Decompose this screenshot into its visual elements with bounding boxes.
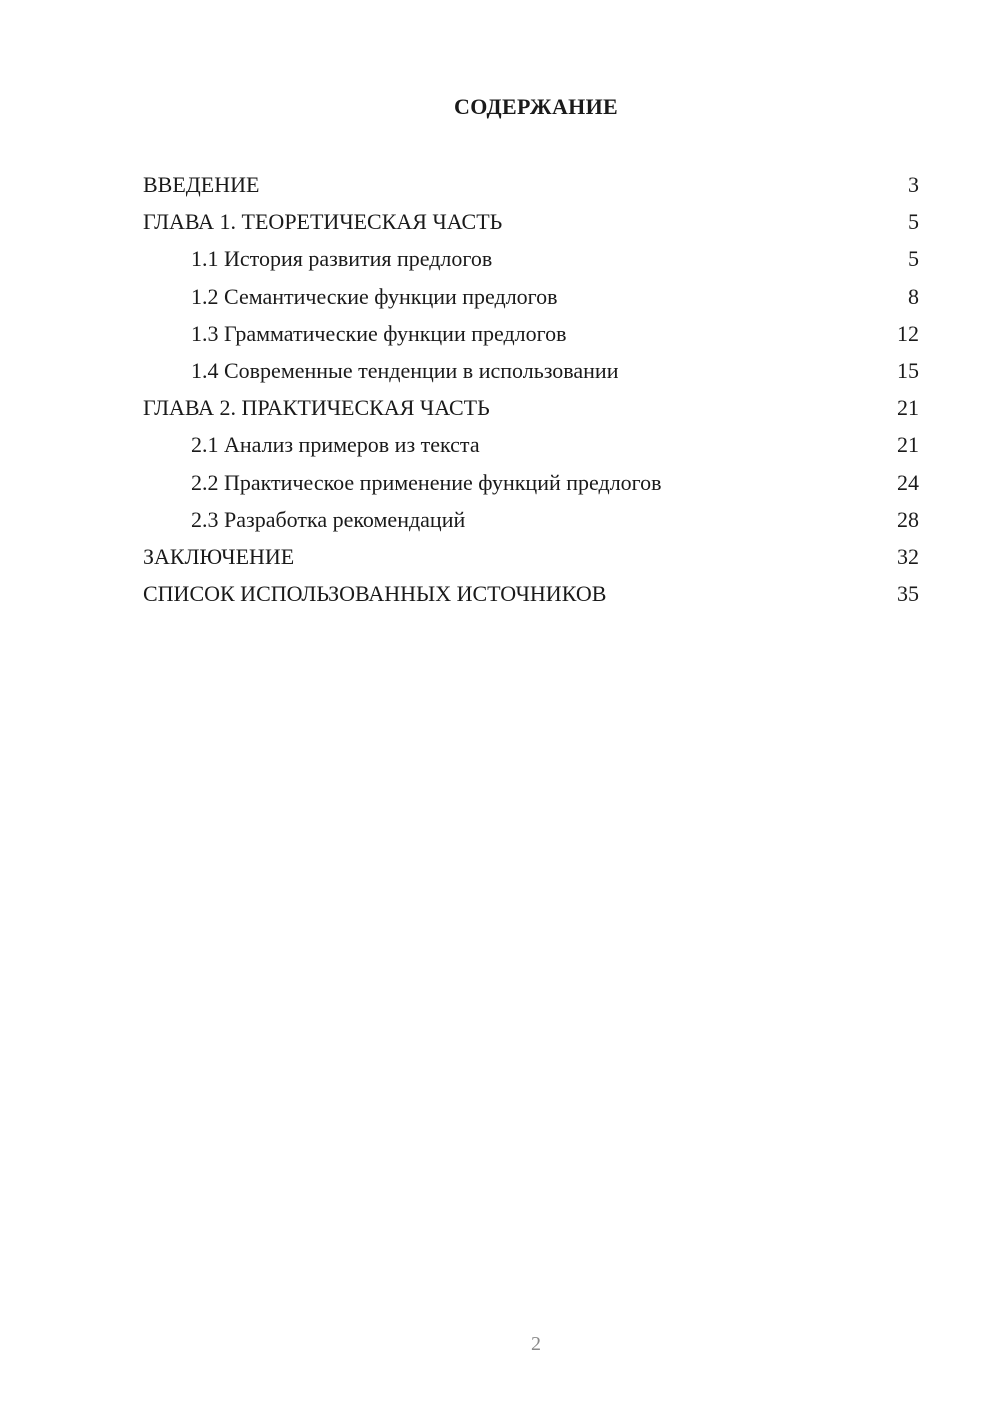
toc-entry-label: 2.3 Разработка рекомендаций (191, 506, 466, 532)
toc-entry[interactable] (143, 575, 919, 612)
toc-entry-page: 12 (897, 320, 919, 346)
toc-entry-page: 3 (908, 172, 919, 197)
toc-entry-page: 28 (897, 506, 919, 532)
toc-entry[interactable] (143, 389, 919, 426)
toc-entry-label: 2.2 Практическое применение функций предлогов (191, 469, 662, 495)
toc-entry-label: 1.3 Грамматические функции предлогов (191, 320, 567, 346)
toc-subentry[interactable] (143, 464, 919, 501)
toc-subentry[interactable] (143, 240, 919, 277)
toc-entry-page: 32 (897, 543, 919, 569)
toc-entry-page: 35 (897, 581, 919, 607)
toc-entry[interactable] (143, 203, 919, 240)
toc-entry-label: ЗАКЛЮЧЕНИЕ (143, 543, 295, 569)
toc-title: СОДЕРЖАНИЕ (454, 94, 618, 119)
toc-entry-page: 15 (897, 357, 919, 383)
toc-entry-label: ГЛАВА 1. ТЕОРЕТИЧЕСКАЯ ЧАСТЬ (143, 209, 503, 235)
toc-entry-label: ГЛАВА 2. ПРАКТИЧЕСКАЯ ЧАСТЬ (143, 395, 490, 421)
toc-entry-label: 1.4 Современные тенденции в использовании (191, 357, 619, 383)
toc-entry-label: СПИСОК ИСПОЛЬЗОВАННЫХ ИСТОЧНИКОВ (143, 581, 607, 607)
toc-entry-label: 1.2 Семантические функции предлогов (191, 283, 558, 309)
toc-entry-label: 1.1 История развития предлогов (191, 246, 493, 272)
toc-subentry[interactable] (143, 501, 919, 538)
toc-entry-page: 5 (908, 209, 919, 235)
toc-subentry[interactable] (143, 426, 919, 463)
toc-entry-label: 2.1 Анализ примеров из текста (191, 432, 480, 458)
toc-entry-page: 21 (897, 395, 919, 421)
toc-entry[interactable] (143, 166, 919, 203)
toc-subentry[interactable] (143, 315, 919, 352)
toc-subentry[interactable] (143, 278, 919, 315)
toc-entry-page: 24 (897, 469, 919, 495)
toc-entry-page: 21 (897, 432, 919, 458)
table-of-contents (143, 166, 919, 612)
toc-entry-page: 8 (908, 283, 919, 309)
toc-entry-page: 5 (908, 246, 919, 272)
page-number: 2 (531, 1333, 541, 1355)
toc-entry[interactable] (143, 538, 919, 575)
toc-entry-label: ВВЕДЕНИЕ (143, 172, 260, 197)
toc-subentry[interactable] (143, 352, 919, 389)
